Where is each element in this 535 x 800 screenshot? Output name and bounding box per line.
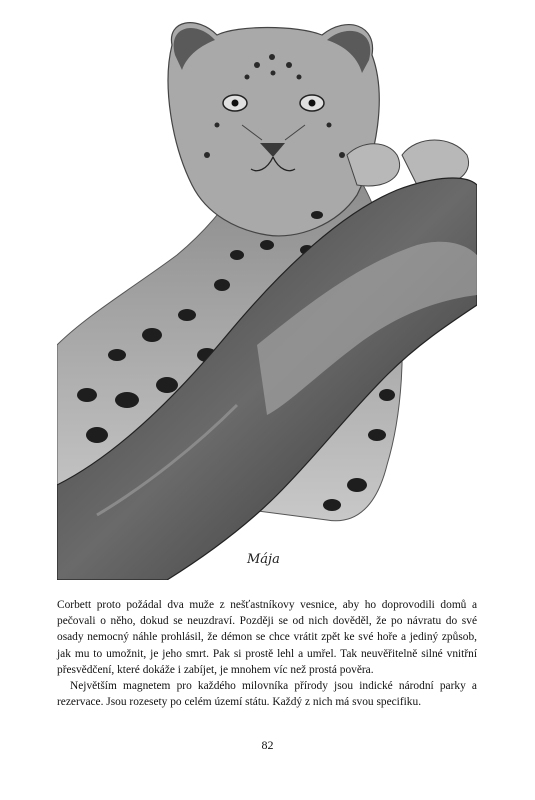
leopard-head xyxy=(168,23,379,236)
paragraph: Největším magnetem pro každého milovníka přírody jsou indické národní parky a rezervace. Jsou rozesety po celém území státu. Každý z nich má svou specifiku. xyxy=(57,680,477,709)
leopard-illustration xyxy=(57,15,477,580)
artist-signature: Mája xyxy=(247,552,280,567)
body-text xyxy=(57,597,477,710)
page-number: 82 xyxy=(261,738,274,752)
leopard-drawing xyxy=(57,15,477,580)
leopard-paw-left xyxy=(347,144,400,186)
paragraph: Corbett proto požádal dva muže z nešťastníkovy vesnice, aby ho doprovodili domů a pečovali o něho, dokud se neuzdraví. Později se od nich dověděl, že po návratu do své osady nemocný náhle prohlásil, že démon se chce vrátit zpět ke své hoře a jediný způsob, jak mu to umožnit, je jeho smrt. Pak si prostě lehl a umřel. Tak neuvěřitelně silné vnitřní přesvědčení, které dokáže i zabíjet, je mnohem víc než prostá pověra. xyxy=(57,599,477,676)
